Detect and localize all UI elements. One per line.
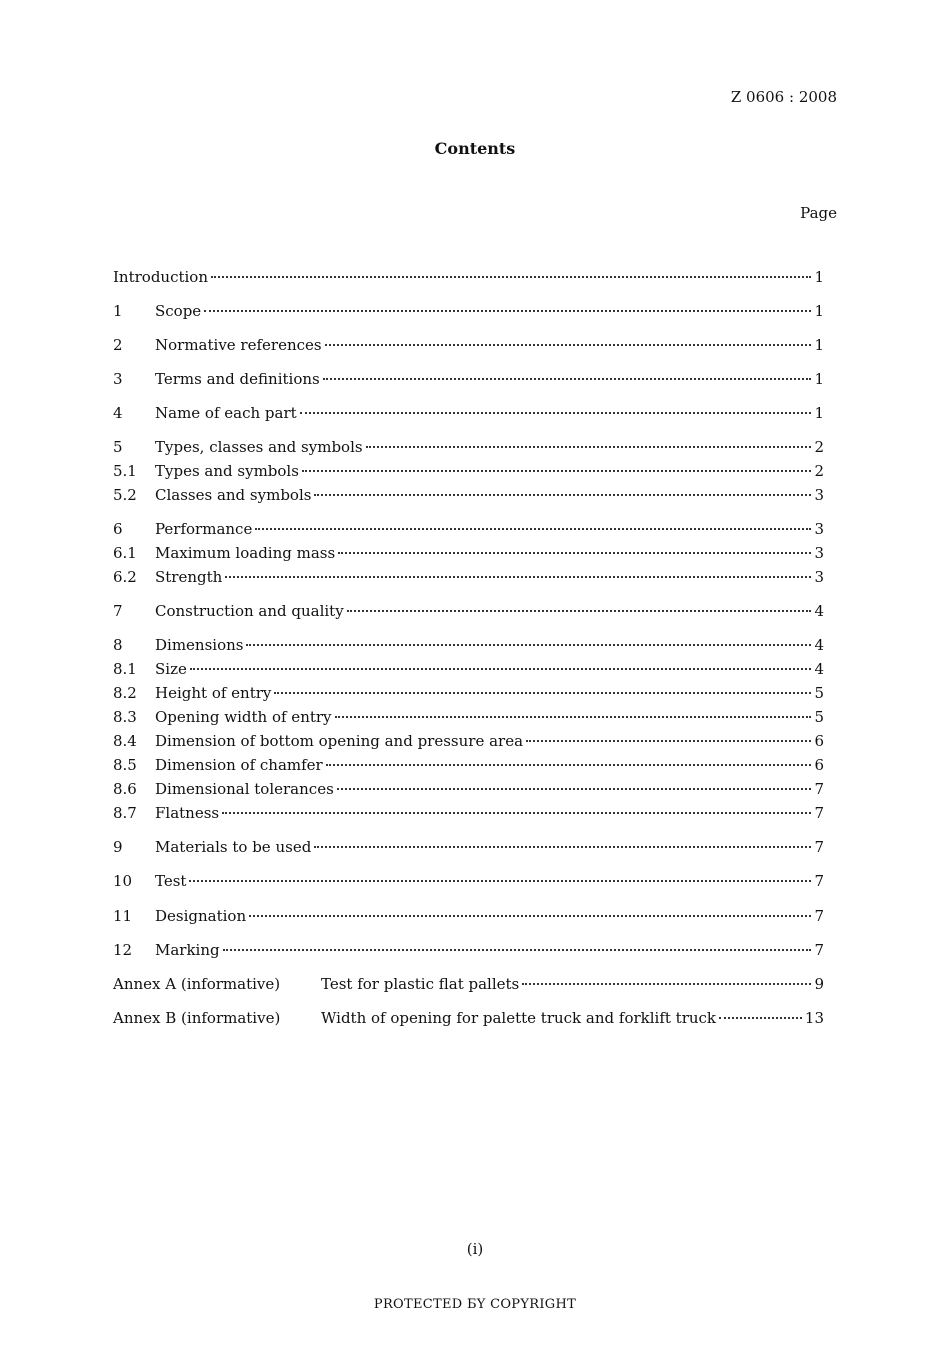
toc-leader-dots	[326, 764, 812, 766]
toc-entry-number: 8.6	[113, 780, 137, 798]
toc-entry[interactable]	[113, 870, 824, 892]
toc-entry-page: 1	[814, 404, 824, 422]
toc-entry-number: 5	[113, 438, 123, 456]
toc-entry-page: 2	[814, 438, 824, 456]
toc-entry-title: Classes and symbols	[155, 486, 312, 504]
toc-entry-number: 5.2	[113, 486, 137, 504]
toc-entry[interactable]	[113, 600, 824, 622]
toc-leader-dots	[249, 915, 811, 917]
toc-entry-number: 10	[113, 872, 133, 890]
toc-entry-title: Performance	[155, 520, 253, 538]
toc-entry[interactable]	[113, 682, 824, 704]
toc-entry-number: 8	[113, 636, 123, 654]
toc-leader-dots	[522, 983, 811, 985]
toc-leader-dots	[189, 880, 811, 882]
toc-leader-dots	[335, 716, 812, 718]
toc-entry-page: 4	[814, 660, 824, 678]
document-id: Z 0606 : 2008	[730, 88, 837, 106]
toc-entry-title: Strength	[155, 568, 223, 586]
toc-entry-number: 7	[113, 602, 123, 620]
toc-entry-number: 5.1	[113, 462, 137, 480]
toc-entry[interactable]	[113, 300, 824, 322]
toc-entry-number: 8.3	[113, 708, 137, 726]
toc-entry-page: 9	[814, 975, 824, 993]
toc-entry[interactable]	[113, 939, 824, 961]
toc-entry[interactable]	[113, 368, 824, 390]
toc-entry-number: 1	[113, 302, 123, 320]
toc-entry-title: Scope	[155, 302, 202, 320]
toc-entry-page: 13	[804, 1009, 824, 1027]
toc-entry-page: 3	[814, 486, 824, 504]
toc-entry-title: Width of opening for palette truck and forklift truck	[321, 1009, 717, 1027]
toc-entry-number: 6.1	[113, 544, 137, 562]
toc-entry-page: 2	[814, 462, 824, 480]
toc-annex-label: Annex B (informative)	[113, 1009, 281, 1027]
toc-leader-dots	[325, 344, 812, 346]
toc-entry[interactable]	[113, 518, 824, 540]
toc-entry-page: 1	[814, 268, 824, 286]
toc-entry[interactable]	[113, 460, 824, 482]
toc-entry-title: Height of entry	[155, 684, 272, 702]
toc-entry-page: 7	[814, 838, 824, 856]
toc-entry-title: Opening width of entry	[155, 708, 332, 726]
toc-entry-number: 3	[113, 370, 123, 388]
toc-entry-title: Designation	[155, 907, 247, 925]
toc-leader-dots	[274, 692, 811, 694]
toc-entry-annex[interactable]	[113, 973, 824, 995]
toc-entry-title: Dimension of bottom opening and pressure area	[155, 732, 524, 750]
toc-leader-dots	[526, 740, 811, 742]
toc-entry-number: 8.7	[113, 804, 137, 822]
toc-entry-annex[interactable]	[113, 1007, 824, 1029]
toc-entry-title: Normative references	[155, 336, 322, 354]
toc-entry[interactable]	[113, 542, 824, 564]
toc-entry-number: 12	[113, 941, 133, 959]
toc-entry-page: 3	[814, 544, 824, 562]
toc-leader-dots	[323, 378, 812, 380]
page-title: Contents	[434, 139, 516, 158]
toc-leader-dots	[246, 644, 811, 646]
toc-entry-title: Terms and definitions	[155, 370, 320, 388]
toc-entry-title: Size	[155, 660, 187, 678]
toc-entry-title: Test	[155, 872, 187, 890]
toc-leader-dots	[190, 668, 812, 670]
toc-entry[interactable]	[113, 706, 824, 728]
toc-entry[interactable]	[113, 658, 824, 680]
toc-entry-introduction[interactable]	[113, 266, 824, 288]
toc-entry[interactable]	[113, 436, 824, 458]
toc-entry-page: 5	[814, 708, 824, 726]
toc-entry-page: 7	[814, 872, 824, 890]
toc-entry[interactable]	[113, 634, 824, 656]
toc-entry-title: Maximum loading mass	[155, 544, 336, 562]
toc-entry-title: Test for plastic flat pallets	[321, 975, 520, 993]
toc-entry-number: 4	[113, 404, 123, 422]
toc-leader-dots	[338, 552, 811, 554]
toc-entry[interactable]	[113, 754, 824, 776]
toc-entry[interactable]	[113, 778, 824, 800]
toc-entry-number: 8.5	[113, 756, 137, 774]
toc-entry-number: 8.4	[113, 732, 137, 750]
toc-entry-number: 11	[113, 907, 133, 925]
toc-entry-title: Dimension of chamfer	[155, 756, 323, 774]
toc-entry[interactable]	[113, 905, 824, 927]
toc-entry-page: 4	[814, 602, 824, 620]
toc-annex-label: Annex A (informative)	[113, 975, 281, 993]
toc-entry-title: Flatness	[155, 804, 220, 822]
toc-leader-dots	[223, 949, 812, 951]
toc-entry-title: Construction and quality	[155, 602, 344, 620]
toc-leader-dots	[225, 576, 811, 578]
toc-leader-dots	[314, 846, 811, 848]
toc-leader-dots	[222, 812, 811, 814]
toc-entry-page: 7	[814, 780, 824, 798]
toc-entry-page: 1	[814, 336, 824, 354]
footer-page-number: (i)	[466, 1240, 484, 1258]
toc-leader-dots	[314, 494, 811, 496]
toc-entry-number: 6	[113, 520, 123, 538]
toc-entry[interactable]	[113, 334, 824, 356]
toc-entry-title: Dimensional tolerances	[155, 780, 334, 798]
toc-entry-title: Types and symbols	[155, 462, 299, 480]
toc-entry-page: 5	[814, 684, 824, 702]
toc-entry-number: 9	[113, 838, 123, 856]
toc-entry-number: 8.2	[113, 684, 137, 702]
toc-entry-title: Marking	[155, 941, 220, 959]
page-column-label: Page	[800, 204, 837, 222]
toc-leader-dots	[347, 610, 812, 612]
toc-leader-dots	[302, 470, 812, 472]
toc-entry-title: Types, classes and symbols	[155, 438, 363, 456]
toc-leader-dots	[204, 310, 811, 312]
toc-entry[interactable]	[113, 484, 824, 506]
toc-entry[interactable]	[113, 802, 824, 824]
toc-entry-page: 7	[814, 941, 824, 959]
toc-entry-number: 6.2	[113, 568, 137, 586]
toc-leader-dots	[719, 1017, 802, 1019]
toc-leader-dots	[211, 276, 811, 278]
toc-entry-page: 6	[814, 756, 824, 774]
copyright-notice: PROTECTED БY COPYRIGHT	[373, 1297, 577, 1312]
toc-leader-dots	[366, 446, 812, 448]
toc-leader-dots	[337, 788, 812, 790]
toc-entry-page: 7	[814, 804, 824, 822]
toc-entry[interactable]	[113, 730, 824, 752]
toc-entry-page: 4	[814, 636, 824, 654]
toc-entry-page: 6	[814, 732, 824, 750]
toc-entry-title: Dimensions	[155, 636, 244, 654]
toc-entry[interactable]	[113, 836, 824, 858]
toc-leader-dots	[255, 528, 811, 530]
toc-entry[interactable]	[113, 566, 824, 588]
toc-entry-page: 1	[814, 302, 824, 320]
toc-entry-page: 1	[814, 370, 824, 388]
toc-entry-number: 8.1	[113, 660, 137, 678]
toc-entry[interactable]	[113, 402, 824, 424]
toc-leader-dots	[300, 412, 812, 414]
toc-entry-page: 3	[814, 568, 824, 586]
toc-entry-page: 7	[814, 907, 824, 925]
toc-entry-title: Materials to be used	[155, 838, 312, 856]
toc-entry-page: 3	[814, 520, 824, 538]
toc-entry-number: 2	[113, 336, 123, 354]
toc-entry-title: Name of each part	[155, 404, 297, 422]
toc-entry-title: Introduction	[113, 268, 208, 286]
